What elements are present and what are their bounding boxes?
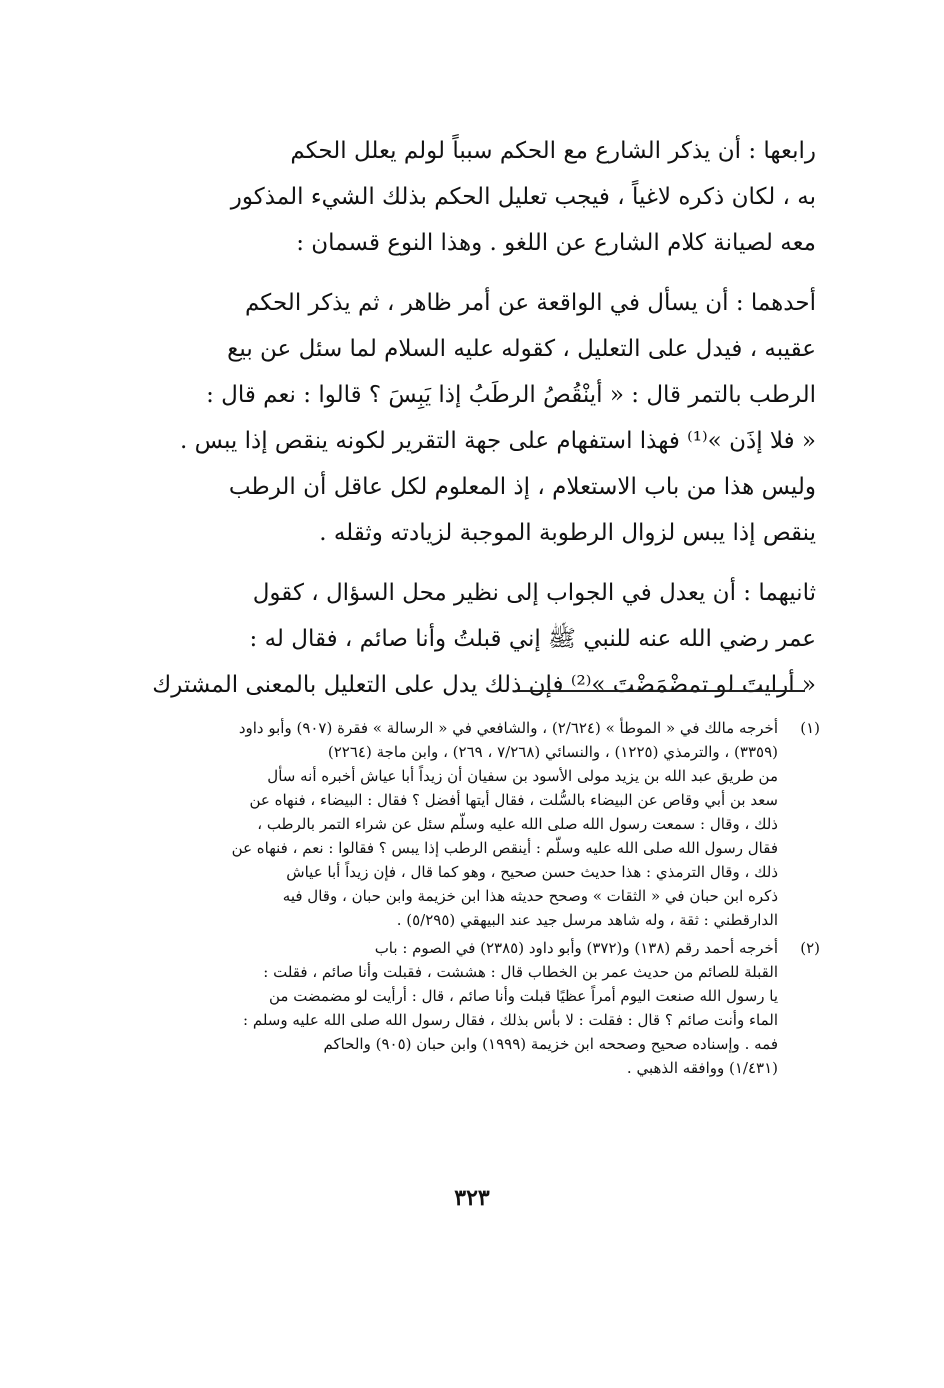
paragraph-first-type xyxy=(128,280,816,556)
text-line: عقيبه ، فيدل على التعليل ، كقوله عليه السلام لما سئل عن بيع xyxy=(227,336,816,362)
footnote-number: (١) xyxy=(800,719,820,737)
text-line: عمر رضي الله عنه للنبي ﷺ إني قبلتُ وأنا صائم ، فقال له : xyxy=(249,626,816,652)
footnote-line: ذلك ، وقال الترمذي : هذا حديث حسن صحيح ، وهو كما قال ، فإن زيداً أبا عياش xyxy=(286,863,778,881)
footnote-line: ذلك ، وقال : سمعت رسول الله صلى الله عليه وسلّم سئل عن شراء التمر بالرطب ، xyxy=(257,815,778,833)
main-text xyxy=(128,128,816,722)
footnote-line: (١/٤٣١) ووافقه الذهبي . xyxy=(626,1059,778,1077)
paragraph-fourth xyxy=(128,128,816,266)
footnote-line: ذكره ابن حبان في « الثقات » وصحح حديثه هذا ابن خزيمة وابن حبان ، وقال فيه xyxy=(282,887,778,905)
footnote-line: سعد بن أبي وقاص عن البيضاء بالسُّلت ، فقال أيتها أفضل ؟ فقال : البيضاء ، فنهاه عن xyxy=(249,791,778,809)
footnote-line: فقال رسول الله صلى الله عليه وسلّم : أينقص الرطب إذا يبس ؟ فقالوا : نعم ، فنهاه عن xyxy=(231,839,778,857)
footnote-number: (٢) xyxy=(800,939,820,957)
footnote-2 xyxy=(124,936,820,1080)
text-line: « فلا إذَن »⁽¹⁾ فهذا استفهام على جهة التقرير لكونه ينقص إذا يبس . xyxy=(180,428,816,454)
footnote-line: الماء وأنت صائم ؟ قال : فقلت : لا بأس بذلك ، فقال رسول الله صلى الله عليه وسلم : xyxy=(243,1011,778,1029)
text-line: رابعها : أن يذكر الشارع مع الحكم سبباً لولم يعلل الحكم xyxy=(290,138,816,164)
footnote-line: من طريق عبد الله بن يزيد مولى الأسود بن سفيان أن زيداً أبا عياش أخبره أنه سأل xyxy=(267,767,778,785)
text-line: الرطب بالتمر قال : « أينْقُصُ الرطَبُ إذا يَبِسَ ؟ قالوا : نعم قال : xyxy=(206,382,816,408)
footnote-1 xyxy=(124,716,820,932)
text-line: معه لصيانة كلام الشارع عن اللغو . وهذا النوع قسمان : xyxy=(296,230,816,256)
footnote-line: (٣٣٥٩) ، والترمذي (١٢٢٥) ، والنسائي (٧/٢٦٨ ، ٢٦٩) ، وابن ماجة (٢٢٦٤) xyxy=(327,743,778,761)
footnote-separator xyxy=(515,690,805,692)
text-line: به ، لكان ذكره لاغياً ، فيجب تعليل الحكم بذلك الشيء المذكور xyxy=(230,184,816,210)
paragraph-second-type xyxy=(128,570,816,708)
footnote-line: أخرجه مالك في « الموطأ » (٢/٦٢٤) ، والشافعي في « الرسالة » فقرة (٩٠٧) وأبو داود xyxy=(238,719,778,737)
text-line: « أرايتَ لو تمضْمَضْتَ »⁽²⁾ فإن ذلك يدل على التعليل بالمعنى المشترك xyxy=(152,672,816,698)
text-line: أحدهما : أن يسأل في الواقعة عن أمر ظاهر ، ثم يذكر الحكم xyxy=(244,290,816,316)
text-line: ينقص إذا يبس لزوال الرطوبة الموجبة لزيادته وثقله . xyxy=(319,520,816,546)
text-line: وليس هذا من باب الاستعلام ، إذ المعلوم لكل عاقل أن الرطب xyxy=(228,474,816,500)
footnote-line: أخرجه أحمد رقم (١٣٨) و(٣٧٢) وأبو داود (٢٣٨٥) في الصوم : باب xyxy=(374,939,778,957)
footnote-body xyxy=(124,936,778,1080)
footnote-line: الدارقطني : ثقة ، وله شاهد مرسل جيد عند البيهقي (٥/٢٩٥) . xyxy=(396,911,778,929)
footnote-line: يا رسول الله صنعت اليوم أمراً عظيًا قبلت وأنا صائم ، قال : أرأيت لو مضمضت من xyxy=(268,987,778,1005)
footnotes xyxy=(124,716,820,1084)
page-number: ٣٢٣ xyxy=(454,1185,490,1211)
footnote-body xyxy=(124,716,778,932)
text-line: ثانيهما : أن يعدل في الجواب إلى نظير محل السؤال ، كقول xyxy=(252,580,816,606)
footnote-line: فمه . وإسناده صحيح وصححه ابن خزيمة (١٩٩٩) وابن حبان (٩٠٥) والحاكم xyxy=(323,1035,778,1053)
footnote-line: القبلة للصائم من حديث عمر بن الخطاب قال : هششت ، فقبلت وأنا صائم ، فقلت : xyxy=(263,963,778,981)
